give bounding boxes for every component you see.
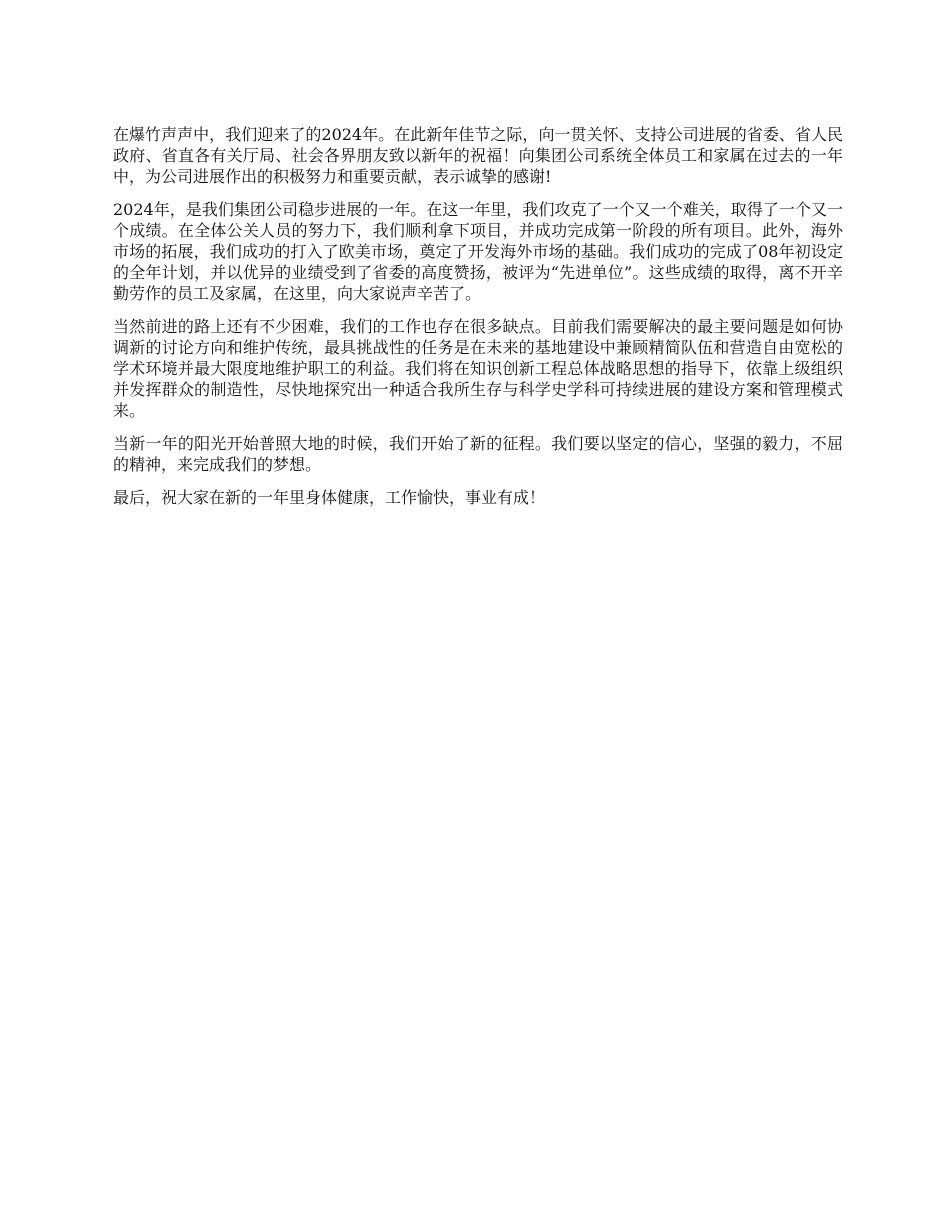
paragraph-achievements: 2024年，是我们集团公司稳步进展的一年。在这一年里，我们攻克了一个又一个难关，取得了一个又一个成绩。在全体公关人员的努力下，我们顺利拿下项目，并成功完成第一阶段的所有项目。此外，海外市场的拓展，我们成功的打入了欧美市场，奠定了开发海外市场的基础。我们成功的完成了08年初设定的全年计划，并以优异的业绩受到了省委的高度赞扬，被评为“先进单位”。这些成绩的取得，离不开辛勤劳作的员工及家属，在这里，向大家说声辛苦了。 [113, 200, 843, 303]
document-body [113, 124, 843, 520]
paragraph-new-journey: 当新一年的阳光开始普照大地的时候，我们开始了新的征程。我们要以坚定的信心，坚强的毅力，不屈的精神，来完成我们的梦想。 [113, 434, 843, 474]
paragraph-greeting: 在爆竹声声中，我们迎来了的2024年。在此新年佳节之际，向一贯关怀、支持公司进展的省委、省人民政府、省直各有关厅局、社会各界朋友致以新年的祝福！向集团公司系统全体员工和家属在过去的一年中，为公司进展作出的积极努力和重要贡献，表示诚挚的感谢! [113, 125, 843, 186]
paragraph-challenges: 当然前进的路上还有不少困难，我们的工作也存在很多缺点。目前我们需要解决的最主要问题是如何协调新的讨论方向和维护传统，最具挑战性的任务是在未来的基地建设中兼顾精简队伍和营造自由宽松的学术环境并最大限度地维护职工的利益。我们将在知识创新工程总体战略思想的指导下，依靠上级组织并发挥群众的制造性，尽快地探究出一种适合我所生存与科学史学科可持续进展的建设方案和管理模式来。 [113, 317, 843, 420]
paragraph-closing-wishes: 最后，祝大家在新的一年里身体健康，工作愉快，事业有成！ [113, 488, 546, 507]
